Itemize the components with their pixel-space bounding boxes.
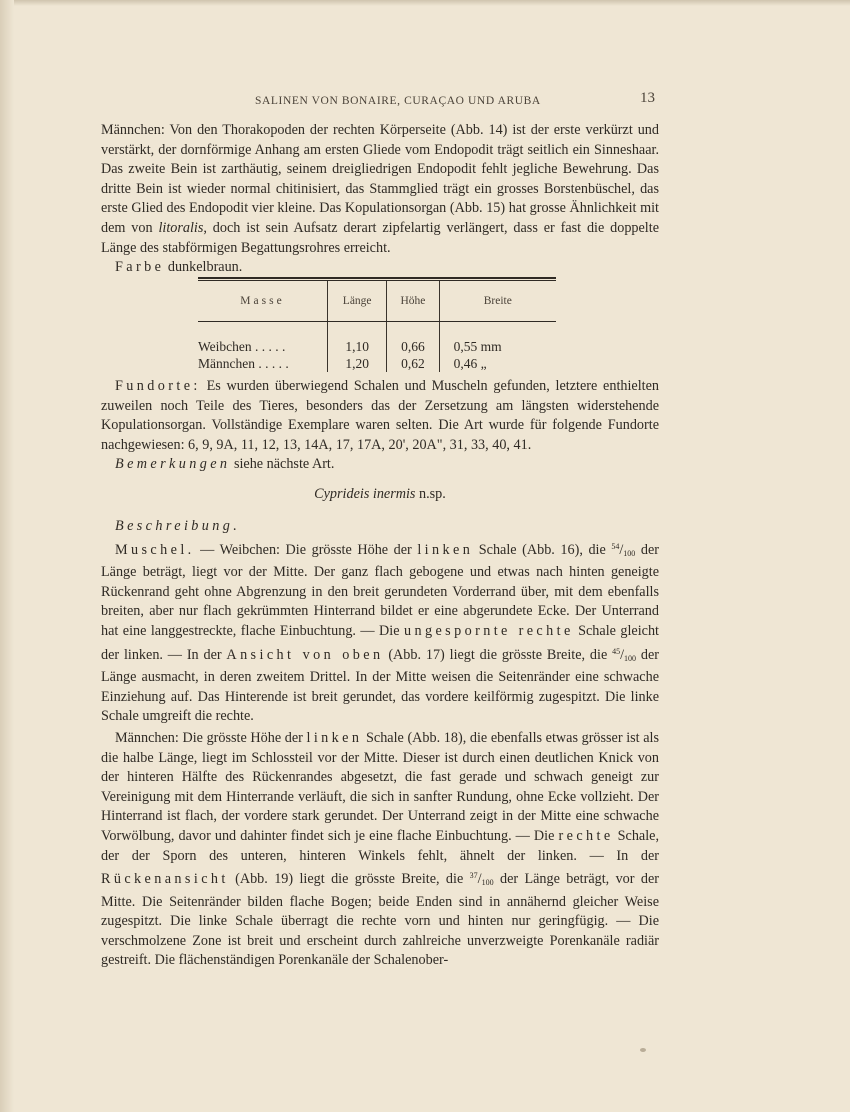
muschel-text-f: der Länge ausmacht, in deren zweitem Drittel. In der Mitte weisen die Seitenränder eine schwache Einziehung auf. Das Hinterende ist breit gerundet, das vordere keilförmig zugespitzt. Die linke Schale umgreift die rechte.: [101, 646, 659, 725]
species-litoralis: litoralis: [158, 219, 204, 236]
cell-height: 0,62: [387, 355, 439, 372]
cell-length: 1,10: [328, 338, 387, 355]
maennchen-paragraph: Männchen: Die grösste Höhe der linken Schale (Abb. 18), die ebenfalls etwas grösser ist als die halbe Länge, liegt im Schlossteil vor der Mitte. Dieser ist durch einen deutlichen Knick von der hinteren Hälfte des Rückenrandes abgesetzt, die fast gerade und schwach geneigt zur Vereinigung mit dem Hinterrande verläuft, die sich in sanfter Rundung, ohne Ecke vollzieht. Der Hinterrand ist flach, der vordere stark gerundet. Der Unterrand zeigt in der Mitte eine schwache Vorwölbung, davor und dahinter findet sich je eine flache Einbuchtung. — Die rechte Schale, der der Sporn des unteren, hinteren Winkels fehlt, ähnelt der linken. — In der Rückenansicht (Abb. 19) liegt die grösste Breite, die $^{37}/_{100}$ der Länge beträgt, vor der Mitte. Die Seitenränder bilden flache Bogen; beide Enden sind in annähernd gleicher Weise zugespitzt. Die linke Schale überragt die rechte vorn und hinten nur geringfügig. — Die verschmolzene Zone ist breit und erscheint durch zahlreiche unverzweigte Porenkanäle radiär gestreift. Die flächenständigen Porenkanäle der Schalenober-: [101, 729, 659, 969]
male-text-1: Von den Thorakopoden der rechten Körperseite (Abb. 14) ist der erste verkürzt und verstärkt, der dornförmige Anhang am ersten Gliede vom Endopodit trägt seitlich ein Sinneshaar. Das zweite Bein ist zarthäutig, seinem dreigliedrigen Endopodit fehlt jegliche Bewehrung. Das dritte Bein ist wieder normal chitinisiert, das Stammglied trägt ein grosses Borstenbüschel, das erste Glied des Endopodit vier kleine. Das Kopulationsorgan (Abb. 15) hat grosse Ähnlichkeit mit dem von: [101, 122, 659, 236]
maennchen-text-e: der Länge beträgt, vor der Mitte. Die Seitenränder bilden flache Bogen; beide Enden sind in annähernd gleicher Weise zugespitzt. Die linke Schale überragt die rechte vorn und hinten nur geringfügig. — Die verschmolzene Zone ist breit und erscheint durch zahlreiche unverzweigte Porenkanäle radiär gestreift. Die flächenständigen Porenkanäle der Schalenober-: [101, 871, 659, 969]
paper-smudge: [640, 1048, 646, 1052]
fraction-denominator: 100: [624, 653, 637, 663]
farbe-value: dunkelbraun.: [164, 259, 243, 276]
fraction-denominator: 100: [481, 878, 494, 888]
row-label: Weibchen . . . . .: [198, 339, 286, 354]
species-name: Cyprideis inermis: [314, 486, 416, 502]
muschel-paragraph: Muschel. — Weibchen: Die grösste Höhe der linken Schale (Abb. 16), die $^{54}/_{100}$ der Länge beträgt, liegt vor der Mitte. Der ganz flach gebogene und etwas nach hinten geneigte Rückenrand geht ohne Abgrenzung in den breit gerundeten Vorderrand über, mit dem ebenfalls breiten, aber nur flach gekrümmten Hinterrand bildet er eine abgerundete Ecke. Der Unterrand hat eine langgestreckte, flache Einbuchtung. — Die ungespornte rechte Schale gleicht der linken. — In der Ansicht von oben (Abb. 17) liegt die grösste Breite, die $^{45}/_{100}$ der Länge ausmacht, in deren zweitem Drittel. In der Mitte weisen die Seitenränder eine schwache Einziehung auf. Das Hinterende ist breit gerundet, das vordere keilförmig zugespitzt. Die linke Schale umgreift die rechte.: [101, 541, 659, 725]
table-row: [198, 338, 556, 355]
linken-emph: linken: [306, 729, 363, 746]
farbe-label: Farbe: [115, 259, 165, 276]
male-thorakopoden-paragraph: [101, 121, 659, 278]
page-number: 13: [640, 90, 655, 106]
male-text-2: , doch ist sein Aufsatz derart zipfelartig verlängert, dass er fast die doppelte Länge des stabförmigen Begattungsrohres erreicht.: [101, 219, 659, 256]
ungespornte-emph: ungespornte rechte: [404, 622, 574, 639]
muschel-text-a: — Weibchen: Die grösste Höhe der: [194, 541, 418, 558]
maennchen-text-a: Männchen: Die grösste Höhe der: [115, 729, 307, 746]
muschel-text-e: (Abb. 17) liegt die grösste Breite, die: [383, 646, 613, 663]
fraction-numerator: 45: [612, 646, 621, 656]
cell-length: 1,20: [328, 355, 387, 372]
col-header-masse: Masse: [198, 281, 328, 322]
species-suffix: n.sp.: [415, 486, 446, 502]
col-header-laenge: Länge: [328, 281, 387, 322]
cell-width: 0,46 „: [439, 355, 556, 372]
cell-height: 0,66: [387, 338, 439, 355]
maennchen-text-b: Schale (Abb. 18), die ebenfalls etwas grösser ist als die halbe Länge, liegt im Schlossteil vor der Mitte. Dieser ist durch einen deutlichen Knick von der hinteren Hälfte des Rückenrandes abgesetzt, die fast gerade und schwach geneigt zur Vereinigung mit dem Hinterrande verläuft, die sich in sanfter Rundung, ohne Ecke vollzieht. Der Hinterrand ist flach, der vordere stark gerundet. Der Unterrand zeigt in der Mitte eine schwache Vorwölbung, davor und dahinter findet sich je eine flache Einbuchtung. — Die: [101, 729, 659, 844]
page-edge-top: [0, 0, 850, 6]
fundorte-paragraph: [101, 377, 659, 475]
linken-emph: linken: [417, 541, 474, 558]
fundorte-label: Fundorte:: [115, 378, 201, 394]
bemerkungen-text: siehe nächste Art.: [230, 456, 335, 473]
fraction-numerator: 37: [469, 871, 478, 881]
cell-width: 0,55 mm: [439, 338, 556, 355]
rueckenansicht-emph: Rückenansicht: [101, 871, 229, 888]
fundorte-text: Es wurden überwiegend Schalen und Muscheln gefunden, letztere enthielten zuweilen noch Teile des Tieres, besonders das der Zersetzung am längsten widerstehende Kopulationsorgan. Vollständige Exemplare waren selten. Die Art wurde für folgende Fundorte nachgewiesen: 6, 9, 9A, 11, 12, 13, 14A, 17, 17A, 20', 20A", 31, 33, 40, 41.: [101, 378, 659, 453]
bemerkungen-label: Bemerkungen: [115, 456, 231, 473]
male-lead: Männchen:: [101, 122, 165, 138]
muschel-text-d: Schale gleicht der linken. — In der: [101, 622, 659, 663]
beschreibung-label: Beschreibung.: [115, 518, 241, 534]
fraction-denominator: 100: [623, 548, 636, 558]
col-header-breite: Breite: [439, 281, 556, 322]
measurements-table: [198, 277, 556, 372]
muschel-text-b: Schale (Abb. 16), die: [473, 541, 612, 558]
species-heading: [101, 486, 659, 503]
muschel-label: Muschel.: [115, 541, 195, 558]
muschel-text-c: der Länge beträgt, liegt vor der Mitte. Der ganz flach gebogene und etwas nach hinten geneigte Rückenrand geht ohne Abgrenzung in den breit gerundeten Vorderrand über, mit dem ebenfalls breiten, aber nur flach gekrümmten Hinterrand bildet er eine abgerundete Ecke. Der Unterrand hat eine langgestreckte, flache Einbuchtung. — Die: [101, 541, 659, 639]
maennchen-text-d: (Abb. 19) liegt die grösste Breite, die: [228, 871, 470, 888]
ansicht-emph: Ansicht von oben: [226, 646, 384, 663]
running-head: SALINEN VON BONAIRE, CURAÇAO UND ARUBA: [255, 95, 541, 107]
row-label: Männchen . . . . .: [198, 356, 289, 371]
page-edge-left: [0, 0, 14, 1112]
maennchen-text-c: Schale, der der Sporn des unteren, hinteren Winkels fehlt, ähnelt der linken. — In der: [101, 827, 659, 864]
description-section: [101, 517, 659, 971]
table-row: [198, 355, 556, 372]
fraction-numerator: 54: [611, 541, 620, 551]
table-top-rule-thick: [198, 277, 556, 279]
rechte-emph: rechte: [558, 827, 614, 844]
col-header-hoehe: Höhe: [387, 281, 439, 322]
